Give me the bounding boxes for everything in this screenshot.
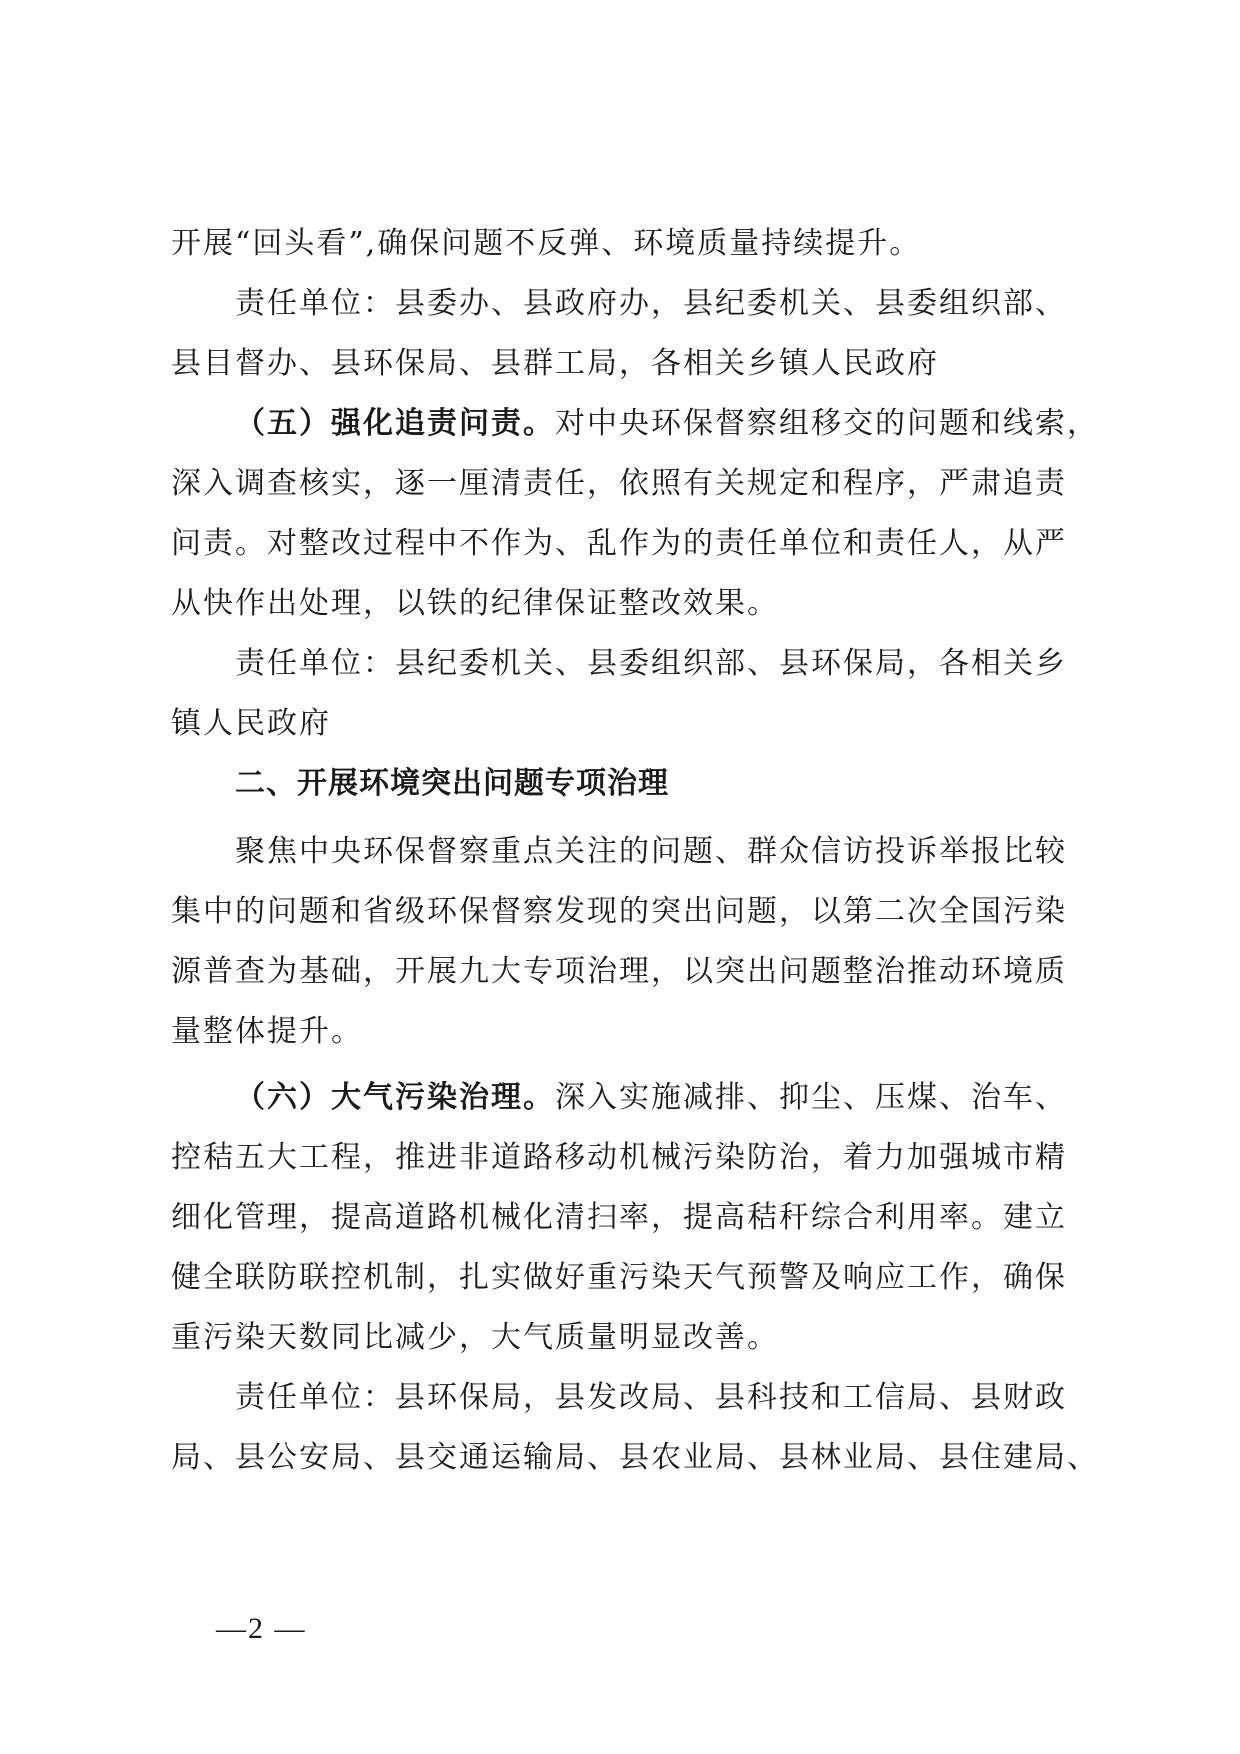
text-line: 聚焦中央环保督察重点关注的问题、群众信访投诉举报比较 xyxy=(235,834,1067,869)
text-run: 对中央环保督察组移交的问题和线索， xyxy=(555,406,1099,441)
text-line: 深入调查核实，逐一厘清责任，依照有关规定和程序，严肃追责 xyxy=(171,466,1067,501)
item-heading-air-pollution: （六）大气污染治理。 xyxy=(235,1080,555,1115)
text-line: 责任单位：县纪委机关、县委组织部、县环保局，各相关乡 xyxy=(235,646,1067,681)
text-line: 县目督办、县环保局、县群工局，各相关乡镇人民政府 xyxy=(171,346,939,381)
text-line: 重污染天数同比减少，大气质量明显改善。 xyxy=(171,1320,779,1355)
text-line xyxy=(171,1068,1101,1128)
section-heading: 二、开展环境突出问题专项治理 xyxy=(235,766,669,801)
text-line: 源普查为基础，开展九大专项治理，以突出问题整治推动环境质 xyxy=(171,954,1067,989)
paragraph-responsible-units-4 xyxy=(171,274,1101,394)
text-line: 开展“回头看”,确保问题不反弹、环境质量持续提升。 xyxy=(171,226,922,261)
paragraph-air-pollution xyxy=(171,1068,1101,1368)
document-body xyxy=(171,214,1101,1488)
paragraph-lookback xyxy=(171,214,1101,274)
text-line: 健全联防联控机制，扎实做好重污染天气预警及响应工作，确保 xyxy=(171,1260,1067,1295)
text-line: 集中的问题和省级环保督察发现的突出问题，以第二次全国污染 xyxy=(171,894,1067,929)
text-line: 责任单位：县环保局，县发改局、县科技和工信局、县财政 xyxy=(235,1380,1067,1415)
paragraph-responsible-units-6 xyxy=(171,1368,1101,1488)
text-line: 局、县公安局、县交通运输局、县农业局、县林业局、县住建局、 xyxy=(171,1440,1099,1475)
item-heading-accountability: （五）强化追责问责。 xyxy=(235,406,555,441)
text-run: 深入实施减排、抑尘、压煤、治车、 xyxy=(555,1080,1067,1115)
text-line: 镇人民政府 xyxy=(171,706,331,741)
text-line: 责任单位：县委办、县政府办，县纪委机关、县委组织部、 xyxy=(235,286,1067,321)
paragraph-responsible-units-5 xyxy=(171,634,1101,754)
paragraph-accountability xyxy=(171,394,1101,634)
text-line xyxy=(171,394,1101,454)
page-number: —2 — xyxy=(216,1612,307,1645)
text-line: 控秸五大工程，推进非道路移动机械污染防治，着力加强城市精 xyxy=(171,1140,1067,1175)
text-line: 问责。对整改过程中不作为、乱作为的责任单位和责任人，从严 xyxy=(171,526,1067,561)
paragraph-special-governance-intro xyxy=(171,822,1101,1062)
text-line: 量整体提升。 xyxy=(171,1014,363,1049)
text-line: 从快作出处理，以铁的纪律保证整改效果。 xyxy=(171,586,779,621)
text-line: 细化管理，提高道路机械化清扫率，提高秸秆综合利用率。建立 xyxy=(171,1200,1067,1235)
